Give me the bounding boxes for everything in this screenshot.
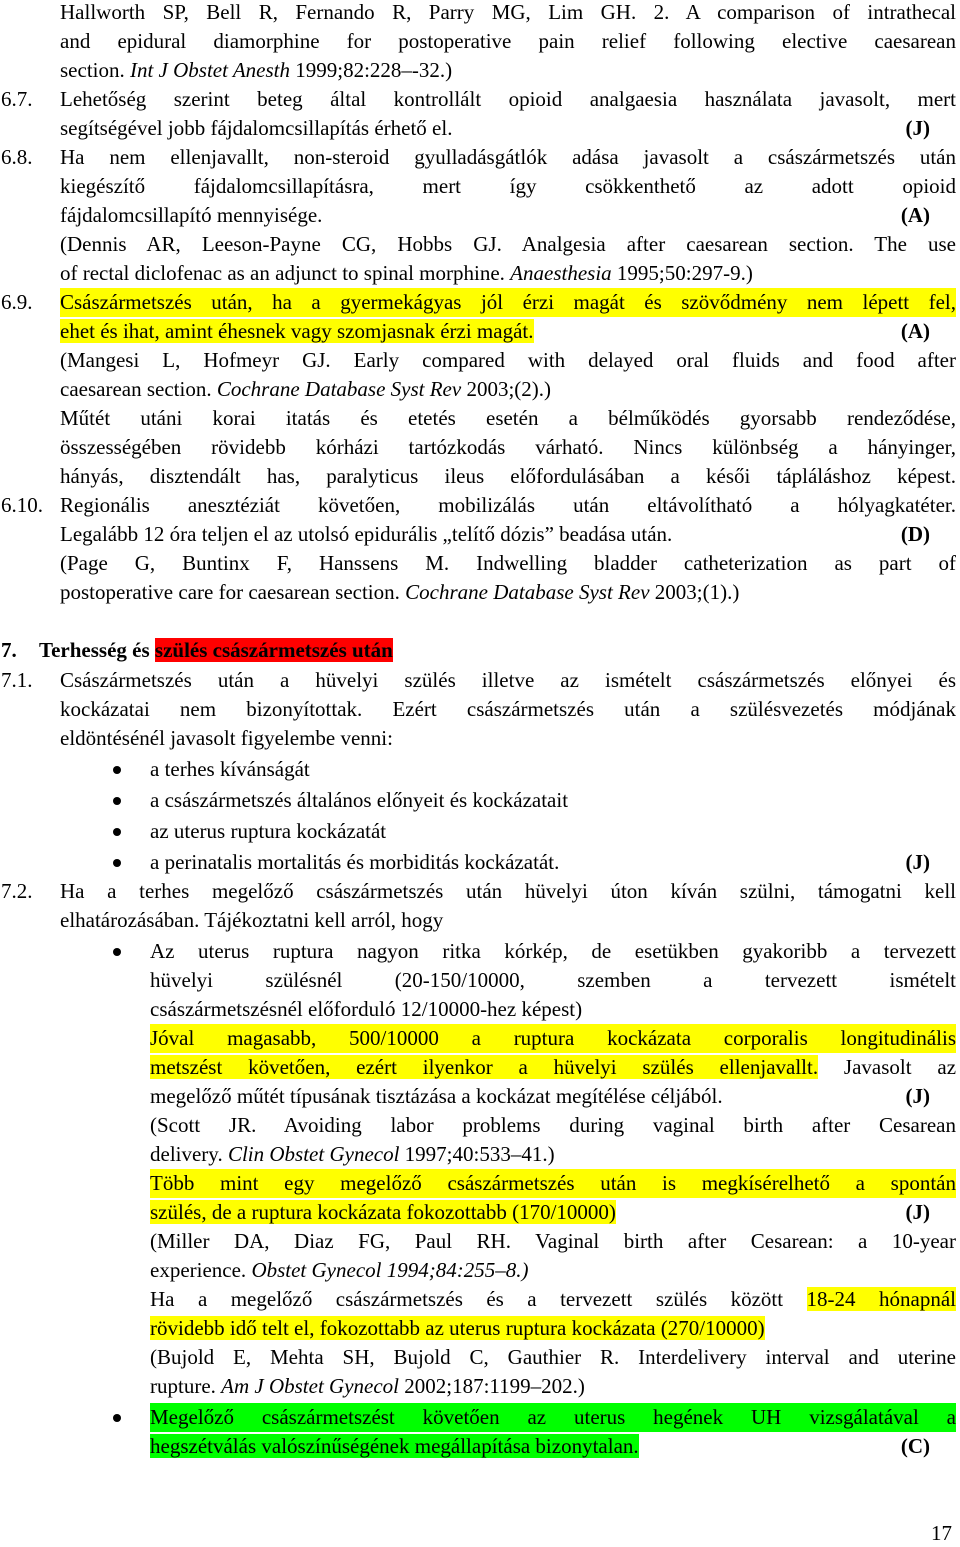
bullet-icon bbox=[113, 1414, 121, 1422]
bullet-icon bbox=[113, 859, 121, 867]
evidence-grade: (D) bbox=[900, 522, 930, 546]
recommendation-text: Lehetőség szerint beteg által kontrollált opioid analgaesia használata javasolt, mert bbox=[60, 87, 956, 111]
recommendation-text: eldöntésénél javasolt figyelembe venni: bbox=[60, 726, 393, 750]
bullet-icon bbox=[113, 828, 121, 836]
list-item: megelőző műtét típusának tisztázása a kockázat megítélése céljából. bbox=[150, 1084, 723, 1108]
highlighted-text: Megelőző császármetszést követően az uterus hegének UH vizsgálatával a bbox=[150, 1403, 956, 1432]
section-number: 6.9. bbox=[1, 290, 33, 314]
reference-line: (Mangesi L, Hofmeyr GJ. Early compared with delayed oral fluids and food after bbox=[60, 348, 956, 372]
paragraph-line: összességében rövidebb kórházi tartózkodás várható. Nincs különbség a hányinger, bbox=[60, 435, 956, 459]
highlighted-text: Császármetszés után, ha a gyermekágyas jól érzi magát és szövődmény nem lépett fel, bbox=[60, 288, 956, 317]
evidence-grade: (A) bbox=[900, 319, 930, 343]
highlighted-text: szülés, de a ruptura kockázata fokozottabb (170/10000) bbox=[150, 1200, 616, 1224]
recommendation-text: segítségével jobb fájdalomcsillapítás érhető el. bbox=[60, 116, 453, 140]
evidence-grade: (J) bbox=[905, 1084, 930, 1108]
bullet-icon bbox=[113, 948, 121, 956]
evidence-grade: (A) bbox=[900, 203, 930, 227]
recommendation-text: Császármetszés után a hüvelyi szülés illetve az ismételt császármetszés előnyei és bbox=[60, 668, 956, 692]
highlighted-text: Jóval magasabb, 500/10000 a ruptura kockázata corporalis longitudinális bbox=[150, 1024, 956, 1053]
highlighted-text: ehet és ihat, amint éhesnek vagy szomjasnak érzi magát. bbox=[60, 319, 534, 343]
bullet-icon bbox=[113, 766, 121, 774]
list-item: császármetszésnél előforduló 12/10000-hez képest) bbox=[150, 997, 583, 1021]
recommendation-text: elhatározásában. Tájékoztatni kell arról, hogy bbox=[60, 908, 444, 932]
highlighted-text: Több mint egy megelőző császármetszés után is megkísérelhető a spontán bbox=[150, 1169, 956, 1198]
list-item: a perinatalis mortalitás és morbiditás kockázatát. bbox=[150, 850, 560, 874]
page-number: 17 bbox=[931, 1521, 952, 1545]
recommendation-text: Ha nem ellenjavallt, non-steroid gyulladásgátlók adása javasolt a császármetszés után bbox=[60, 145, 956, 169]
reference-line: delivery. Clin Obstet Gynecol 1997;40:533–41.) bbox=[150, 1142, 555, 1166]
evidence-grade: (J) bbox=[905, 1200, 930, 1224]
evidence-grade: (J) bbox=[905, 850, 930, 874]
list-item: a terhes kívánságát bbox=[150, 757, 310, 781]
highlighted-text: hegszétválás valószínűségének megállapítása bizonytalan. bbox=[150, 1434, 639, 1458]
chapter-title: Terhesség és szülés császármetszés után bbox=[39, 638, 393, 662]
section-number: 6.8. bbox=[1, 145, 33, 169]
reference-line: and epidural diamorphine for postoperative pain relief following elective caesarean bbox=[60, 29, 956, 53]
reference-line: (Page G, Buntinx F, Hanssens M. Indwelling bladder catheterization as part of bbox=[60, 551, 956, 575]
recommendation-text: kiegészítő fájdalomcsillapításra, mert így csökkenthető az adott opioid bbox=[60, 174, 956, 198]
section-number: 6.7. bbox=[1, 87, 33, 111]
reference-line: caesarean section. Cochrane Database Syst Rev 2003;(2).) bbox=[60, 377, 552, 401]
list-item: Az uterus ruptura nagyon ritka kórkép, de esetükben gyakoribb a tervezett bbox=[150, 939, 956, 963]
chapter-number: 7. bbox=[1, 638, 17, 662]
reference-line: of rectal diclofenac as an adjunct to spinal morphine. Anaesthesia 1995;50:297-9.) bbox=[60, 261, 753, 285]
evidence-grade: (J) bbox=[905, 116, 930, 140]
section-number: 7.2. bbox=[1, 879, 33, 903]
bullet-icon bbox=[113, 797, 121, 805]
recommendation-text: Legalább 12 óra teljen el az utolsó epidurális „telítő dózis” beadása után. bbox=[60, 522, 673, 546]
recommendation-text: Ha a terhes megelőző császármetszés után hüvelyi úton kíván szülni, támogatni kell bbox=[60, 879, 956, 903]
list-item: az uterus ruptura kockázatát bbox=[150, 819, 387, 843]
reference-line: Hallworth SP, Bell R, Fernando R, Parry MG, Lim GH. 2. A comparison of intrathecal bbox=[60, 0, 956, 24]
recommendation-text: kockázatai nem bizonyítottak. Ezért császármetszés után a szülésvezetés módjának bbox=[60, 697, 956, 721]
reference-line: rupture. Am J Obstet Gynecol 2002;187:1199–202.) bbox=[150, 1374, 585, 1398]
reference-line: postoperative care for caesarean section. Cochrane Database Syst Rev 2003;(1).) bbox=[60, 580, 740, 604]
reference-line: (Miller DA, Diaz FG, Paul RH. Vaginal birth after Cesarean: a 10-year bbox=[150, 1229, 956, 1253]
paragraph-line: hányás, disztendált has, paralyticus ileus előfordulásában a késői tápláláshoz képest. bbox=[60, 464, 956, 488]
list-item: metszést követően, ezért ilyenkor a hüvelyi szülés ellenjavallt. Javasolt az bbox=[150, 1055, 957, 1079]
evidence-grade: (C) bbox=[900, 1434, 930, 1458]
list-item: a császármetszés általános előnyeit és kockázatait bbox=[150, 788, 569, 812]
section-number: 7.1. bbox=[1, 668, 33, 692]
reference-line: (Scott JR. Avoiding labor problems during vaginal birth after Cesarean bbox=[150, 1113, 956, 1137]
reference-line: (Dennis AR, Leeson-Payne CG, Hobbs GJ. Analgesia after caesarean section. The use bbox=[60, 232, 956, 256]
recommendation-text: fájdalomcsillapító mennyisége. bbox=[60, 203, 323, 227]
reference-line: section. Int J Obstet Anesth 1999;82:228–-32.) bbox=[60, 58, 453, 82]
highlighted-text: rövidebb idő telt el, fokozottabb az uterus ruptura kockázata (270/10000) bbox=[150, 1316, 765, 1340]
list-item: hüvelyi szülésnél (20-150/10000, szemben a tervezett ismételt bbox=[150, 968, 956, 992]
recommendation-text: Regionális anesztéziát követően, mobilizálás után eltávolítható a hólyagkatéter. bbox=[60, 493, 956, 517]
paragraph-line: Műtét utáni korai itatás és etetés esetén a bélműködés gyorsabb rendeződése, bbox=[60, 406, 956, 430]
list-item: Ha a megelőző császármetszés és a tervezett szülés között 18-24 hónapnál bbox=[150, 1287, 956, 1311]
section-number: 6.10. bbox=[1, 493, 43, 517]
reference-line: (Bujold E, Mehta SH, Bujold C, Gauthier R. Interdelivery interval and uterine bbox=[150, 1345, 956, 1369]
reference-line: experience. Obstet Gynecol 1994;84:255–8.) bbox=[150, 1258, 529, 1282]
